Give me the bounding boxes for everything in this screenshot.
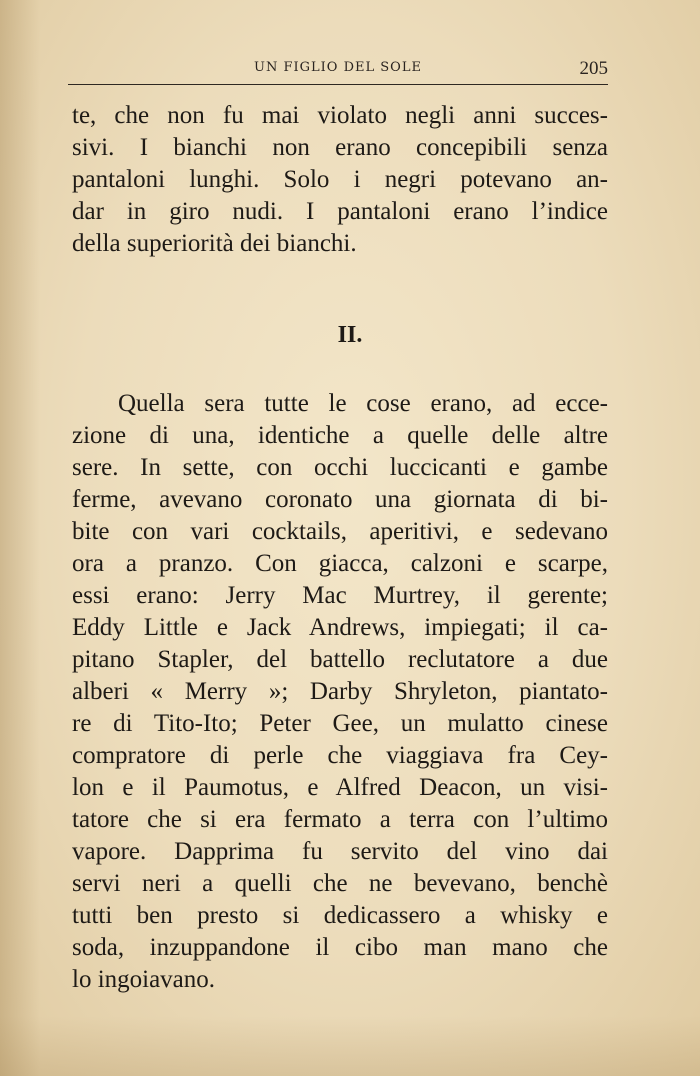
text-line: dar in giro nudi. I pantaloni erano l’indice [72, 198, 608, 225]
text-line: te, che non fu mai violato negli anni succes- [72, 102, 608, 129]
section-heading: II. [337, 322, 363, 348]
text-line: della superiorità dei bianchi. [72, 230, 357, 257]
text-line: ora a pranzo. Con giacca, calzoni e scarpe, [72, 550, 608, 577]
text-line: tatore che si era fermato a terra con l’ultimo [72, 806, 608, 833]
text-line: Quella sera tutte le cose erano, ad ecce- [118, 390, 608, 417]
text-line: soda, inzuppandone il cibo man mano che [72, 934, 608, 961]
text-line: vapore. Dapprima fu servito del vino dai [72, 838, 608, 865]
text-line: compratore di perle che viaggiava fra Cey- [72, 742, 608, 769]
text-line: bite con vari cocktails, aperitivi, e sedevano [72, 518, 608, 545]
text-line: lo ingoiavano. [72, 966, 216, 993]
text-line: lon e il Paumotus, e Alfred Deacon, un visi- [72, 774, 608, 801]
section-paragraph [72, 388, 608, 996]
text-line: re di Tito-Ito; Peter Gee, un mulatto cinese [72, 710, 608, 737]
running-title: UN FIGLIO DEL SOLE [254, 60, 422, 75]
text-line: essi erano: Jerry Mac Murtrey, il gerente; [72, 582, 608, 609]
continued-paragraph [72, 100, 608, 260]
header-rule [68, 84, 608, 85]
page-number: 205 [579, 58, 608, 79]
text-line: Eddy Little e Jack Andrews, impiegati; il ca- [72, 614, 608, 641]
text-line: servi neri a quelli che ne bevevano, benchè [72, 870, 608, 897]
text-line: ferme, avevano coronato una giornata di bi- [72, 486, 608, 513]
text-line: tutti ben presto si dedicassero a whisky e [72, 902, 608, 929]
text-line: zione di una, identiche a quelle delle altre [72, 422, 608, 449]
text-line: alberi « Merry »; Darby Shryleton, piantato- [72, 678, 608, 705]
text-line: pantaloni lunghi. Solo i negri potevano an- [72, 166, 608, 193]
text-line: pitano Stapler, del battello reclutatore a due [72, 646, 608, 673]
running-header [68, 58, 608, 82]
text-line: sere. In sette, con occhi luccicanti e gambe [72, 454, 608, 481]
text-line: sivi. I bianchi non erano concepibili senza [72, 134, 608, 161]
